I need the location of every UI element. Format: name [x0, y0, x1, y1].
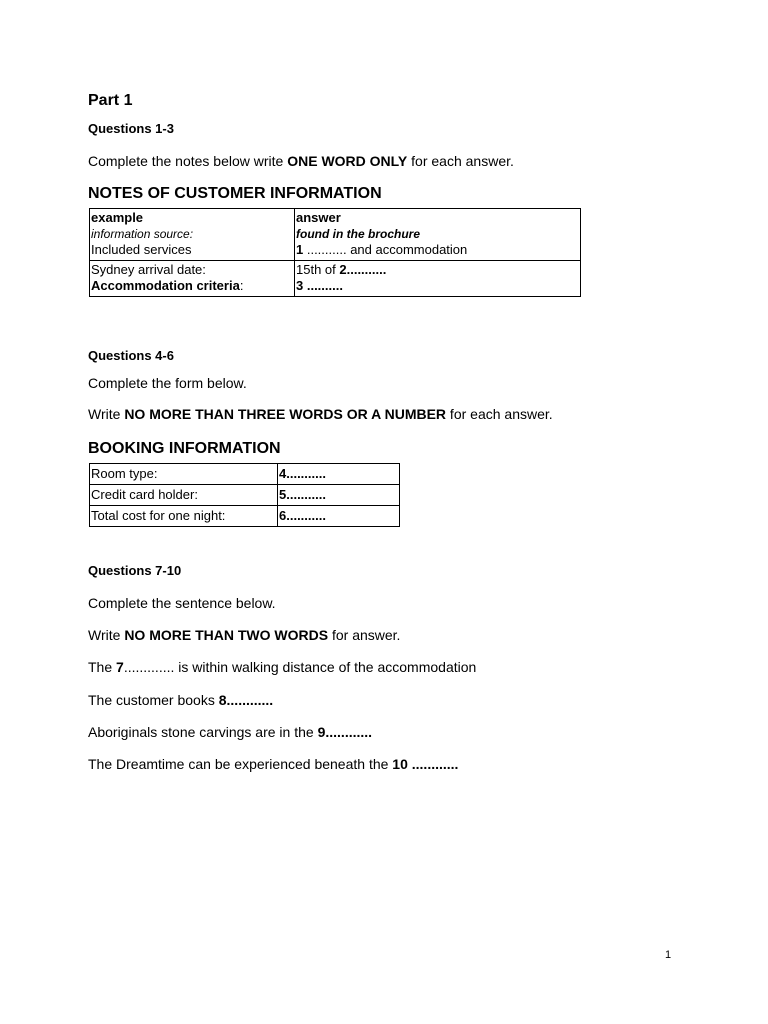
sentence-text: The Dreamtime can be experienced beneath the — [88, 756, 393, 772]
sentence-text: The — [88, 659, 117, 675]
sentence-text: ............. is within walking distance of the accommodation — [123, 659, 477, 675]
answer-blank-2 — [296, 262, 579, 278]
questions-7-10-instruction-2 — [88, 627, 400, 643]
table-row — [90, 506, 400, 527]
instruction-text: for each answer. — [407, 153, 514, 169]
instruction-bold: NO MORE THAN THREE WORDS OR A NUMBER — [124, 406, 447, 422]
table-cell — [90, 261, 295, 297]
questions-7-10-heading: Questions 7-10 — [88, 563, 182, 578]
booking-table-title: BOOKING INFORMATION — [88, 440, 281, 457]
column-header-answer: answer — [296, 210, 341, 225]
arrival-date-label: Sydney arrival date: — [91, 262, 206, 277]
table-row — [90, 209, 581, 261]
example-answer: found in the brochure — [296, 227, 420, 241]
instruction-text: Complete the notes below write — [88, 153, 288, 169]
table-row — [90, 485, 400, 506]
answer-blank-4: 4........... — [278, 464, 400, 485]
question-number: 1 — [296, 242, 304, 257]
part-title: Part 1 — [88, 92, 133, 109]
column-header-example: example — [91, 210, 144, 225]
sentence-9 — [88, 724, 372, 740]
booking-info-table — [89, 463, 400, 527]
sentence-10 — [88, 756, 458, 772]
instruction-bold: NO MORE THAN TWO WORDS — [124, 627, 329, 643]
questions-1-3-heading: Questions 1-3 — [88, 121, 174, 136]
questions-4-6-instruction-2 — [88, 406, 553, 422]
included-services-label: Included services — [91, 242, 192, 257]
answer-blank-9: 9............ — [317, 724, 373, 740]
table-cell — [295, 209, 581, 261]
instruction-text: Write — [88, 627, 125, 643]
answer-blank-6: 6........... — [278, 506, 400, 527]
answer-blank-1 — [296, 242, 579, 258]
instruction-bold: ONE WORD ONLY — [287, 153, 408, 169]
table-row — [90, 261, 581, 297]
label-bold: Accommodation criteria — [91, 278, 240, 293]
instruction-text: for each answer. — [446, 406, 553, 422]
answer-text: 15th of — [296, 262, 340, 277]
question-number: 7 — [116, 659, 124, 675]
customer-notes-table — [89, 208, 581, 297]
card-holder-label: Credit card holder: — [90, 485, 278, 506]
sentence-text: The customer books — [88, 692, 219, 708]
page-number: 1 — [665, 949, 672, 961]
questions-4-6-instruction-1: Complete the form below. — [88, 375, 247, 391]
answer-blank-5: 5........... — [278, 485, 400, 506]
table-cell — [90, 209, 295, 261]
instruction-text: for answer. — [328, 627, 401, 643]
answer-text: ........... and accommodation — [303, 242, 468, 257]
table-row — [90, 464, 400, 485]
answer-blank-8: 8............ — [218, 692, 274, 708]
table-cell — [295, 261, 581, 297]
accommodation-criteria-label — [91, 278, 293, 294]
answer-blank-10: 10 ............ — [392, 756, 459, 772]
answer-blank-3: 3 .......... — [296, 278, 343, 293]
room-type-label: Room type: — [90, 464, 278, 485]
notes-table-title: NOTES OF CUSTOMER INFORMATION — [88, 185, 382, 202]
sentence-7 — [88, 659, 476, 675]
questions-7-10-instruction-1: Complete the sentence below. — [88, 595, 276, 611]
instruction-text: Write — [88, 406, 125, 422]
example-label: information source: — [91, 227, 194, 241]
questions-1-3-instruction — [88, 153, 514, 169]
sentence-text: Aboriginals stone carvings are in the — [88, 724, 318, 740]
total-cost-label: Total cost for one night: — [90, 506, 278, 527]
questions-4-6-heading: Questions 4-6 — [88, 348, 174, 363]
question-number: 2........... — [339, 262, 387, 277]
sentence-8 — [88, 692, 273, 708]
label-colon: : — [239, 278, 244, 293]
